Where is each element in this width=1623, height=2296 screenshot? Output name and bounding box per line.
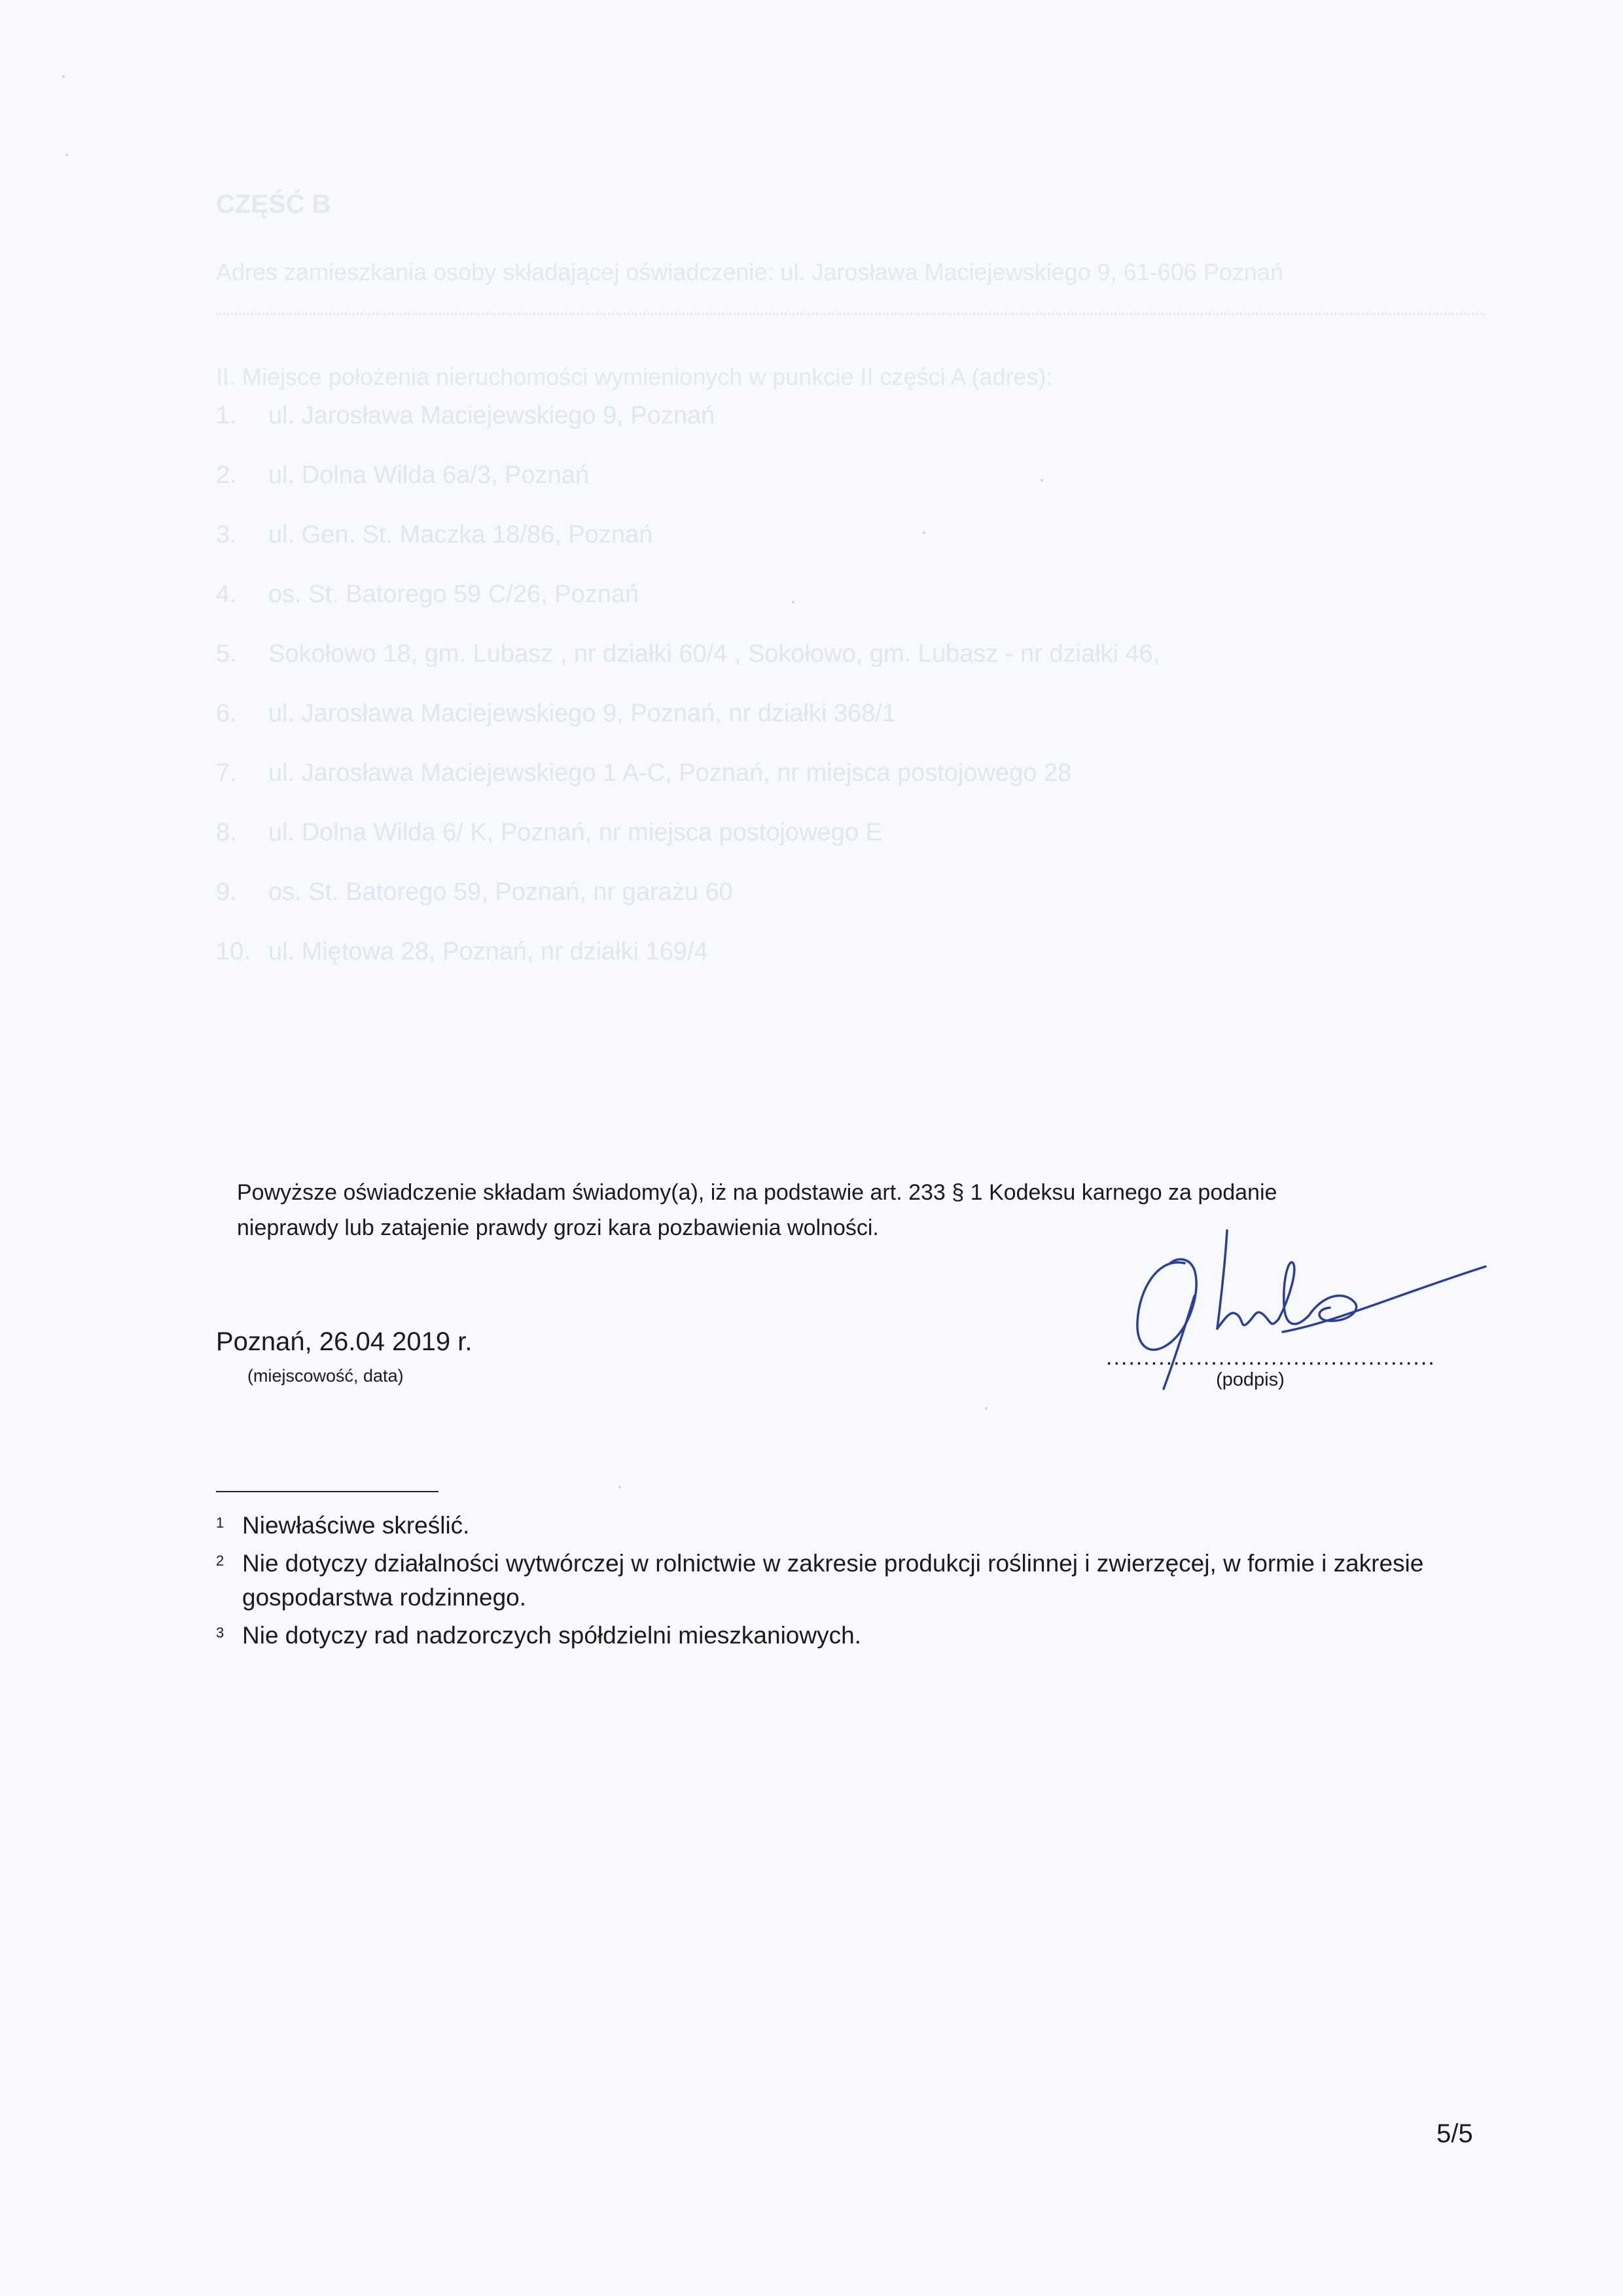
handwritten-signature (1086, 1217, 1492, 1401)
footnote-mark: 2 (216, 1552, 224, 1569)
list-item: 6. ul. Jarosława Maciejewskiego 9, Poznań, nr działki 368/1 (216, 700, 896, 727)
footnote-item: 1 Niewłaściwe skreślić. (216, 1509, 1499, 1543)
page-number: 5/5 (1436, 2119, 1473, 2148)
footnote-mark: 1 (216, 1515, 224, 1531)
place-date-caption: (miejscowość, data) (247, 1366, 404, 1386)
scan-speck (1041, 479, 1043, 482)
faint-address-line: Adres zamieszkania osoby składającej oświadczenie: ul. Jarosława Maciejewskiego 9, 61-606 Poznań (216, 259, 1283, 285)
place-date-value: Poznań, 26.04 2019 r. (216, 1327, 473, 1356)
list-item: 5. Sokołowo 18, gm. Lubasz , nr działki 60/4 , Sokołowo, gm. Lubasz - nr działki 46, (216, 640, 1160, 668)
scan-speck (65, 154, 68, 156)
list-item: 9. os. St. Batorego 59, Poznań, nr garażu 60 (216, 878, 733, 906)
signature-caption: (podpis) (1216, 1369, 1285, 1390)
scan-speck (985, 1407, 988, 1410)
faint-property-list (216, 399, 1160, 995)
list-item: 3. ul. Gen. St. Maczka 18/86, Poznań (216, 521, 653, 548)
faint-intro-line: II. Miejsce położenia nieruchomości wymienionych w punkcie II części A (adres): (216, 363, 1053, 390)
faint-section-heading: CZĘŚĆ B (216, 190, 331, 219)
scan-speck (923, 531, 925, 534)
declaration-line-1: Powyższe oświadczenie składam świadomy(a), iż na podstawie art. 233 § 1 Kodeksu karnego za podanie (237, 1180, 1277, 1205)
scan-speck (792, 601, 794, 603)
declaration-line-2: nieprawdy lub zatajenie prawdy grozi kara pozbawienia wolności. (237, 1215, 879, 1240)
list-item: 8. ul. Dolna Wilda 6/ K, Poznań, nr miejsca postojowego E (216, 819, 882, 846)
signature-dotted-line: ............................................ (1106, 1345, 1436, 1370)
footnote-item: 2 Nie dotyczy działalności wytwórczej w rolnictwie w zakresie produkcji roślinnej i zwierzęcej, w formie i zakresie gospodarstwa rodzinnego. (216, 1547, 1499, 1615)
faint-dotted-rule (216, 313, 1486, 315)
footnote-mark: 3 (216, 1624, 224, 1641)
list-item: 1. ul. Jarosława Maciejewskiego 9, Poznań (216, 402, 715, 429)
list-item: 4. os. St. Batorego 59 C/26, Poznań (216, 581, 639, 608)
footnote-separator (216, 1491, 438, 1492)
scan-speck (618, 1486, 621, 1488)
scan-speck (62, 75, 65, 78)
list-item: 2. ul. Dolna Wilda 6a/3, Poznań (216, 461, 590, 489)
footnote-item: 3 Nie dotyczy rad nadzorczych spółdzielni mieszkaniowych. (216, 1619, 1499, 1653)
footnotes-list (216, 1509, 1499, 1657)
list-item: 7. ul. Jarosława Maciejewskiego 1 A-C, Poznań, nr miejsca postojowego 28 (216, 759, 1072, 787)
list-item: 10. ul. Miętowa 28, Poznań, nr działki 169/4 (216, 938, 708, 965)
